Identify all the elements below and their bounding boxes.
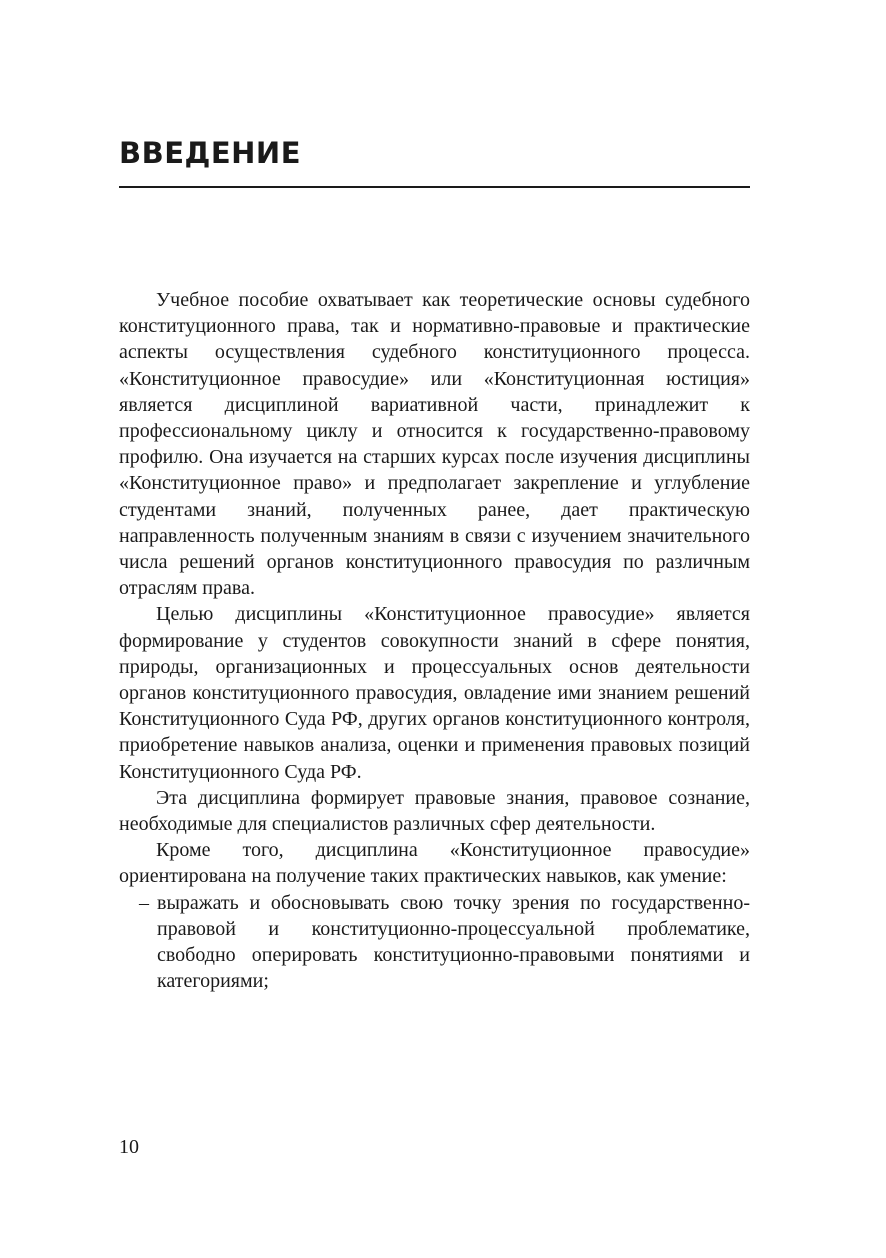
dash-bullet: – bbox=[139, 891, 149, 914]
paragraph-knowledge: Эта дисциплина формирует правовые знания, правовое сознание, необходимые для специалистов различных сфер деятельности. bbox=[119, 786, 750, 836]
paragraph-intro: Учебное пособие охватывает как теоретические основы судебного конституционного права, так и нормативно-правовые и практические аспекты осуществления судебного конституционного процесса. «Конституционное правосудие» или «Конституционная юстиция» является дисциплиной вариативной части, принадлежит к профессиональному циклу и относится к государственно-правовому профилю. Она изучается на старших курсах после изучения дисциплины «Конституционное право» и предполагает закрепление и углубление студентами знаний, полученных ранее, дает практическую направленность полученным знаниям в связи с изучением значительного числа решений органов конституционного правосудия по различным отраслям права. bbox=[119, 289, 750, 600]
title-underline bbox=[119, 186, 750, 188]
body-text bbox=[119, 287, 750, 994]
page-title: ВВЕДЕНИЕ bbox=[119, 136, 302, 170]
paragraph-goal: Целью дисциплины «Конституционное правосудие» является формирование у студентов совокупности знаний в сфере понятия, природы, организационных и процессуальных основ деятельности органов конституционного правосудия, овладение ими знанием решений Конституционного Суда РФ, других органов конституционного контроля, приобретение навыков анализа, оценки и применения правовых позиций Конституционного Суда РФ. bbox=[119, 603, 750, 783]
paragraph-skills: Кроме того, дисциплина «Конституционное правосудие» ориентирована на получение таких практических навыков, как умение: bbox=[119, 839, 750, 888]
list-item-text: выражать и обосновывать свою точку зрения по государственно-правовой и конституционно-процессуальной проблематике, свободно оперировать конституционно-правовыми понятиями и категориями; bbox=[157, 891, 750, 993]
page-number: 10 bbox=[119, 1136, 139, 1158]
list-item bbox=[119, 890, 750, 995]
